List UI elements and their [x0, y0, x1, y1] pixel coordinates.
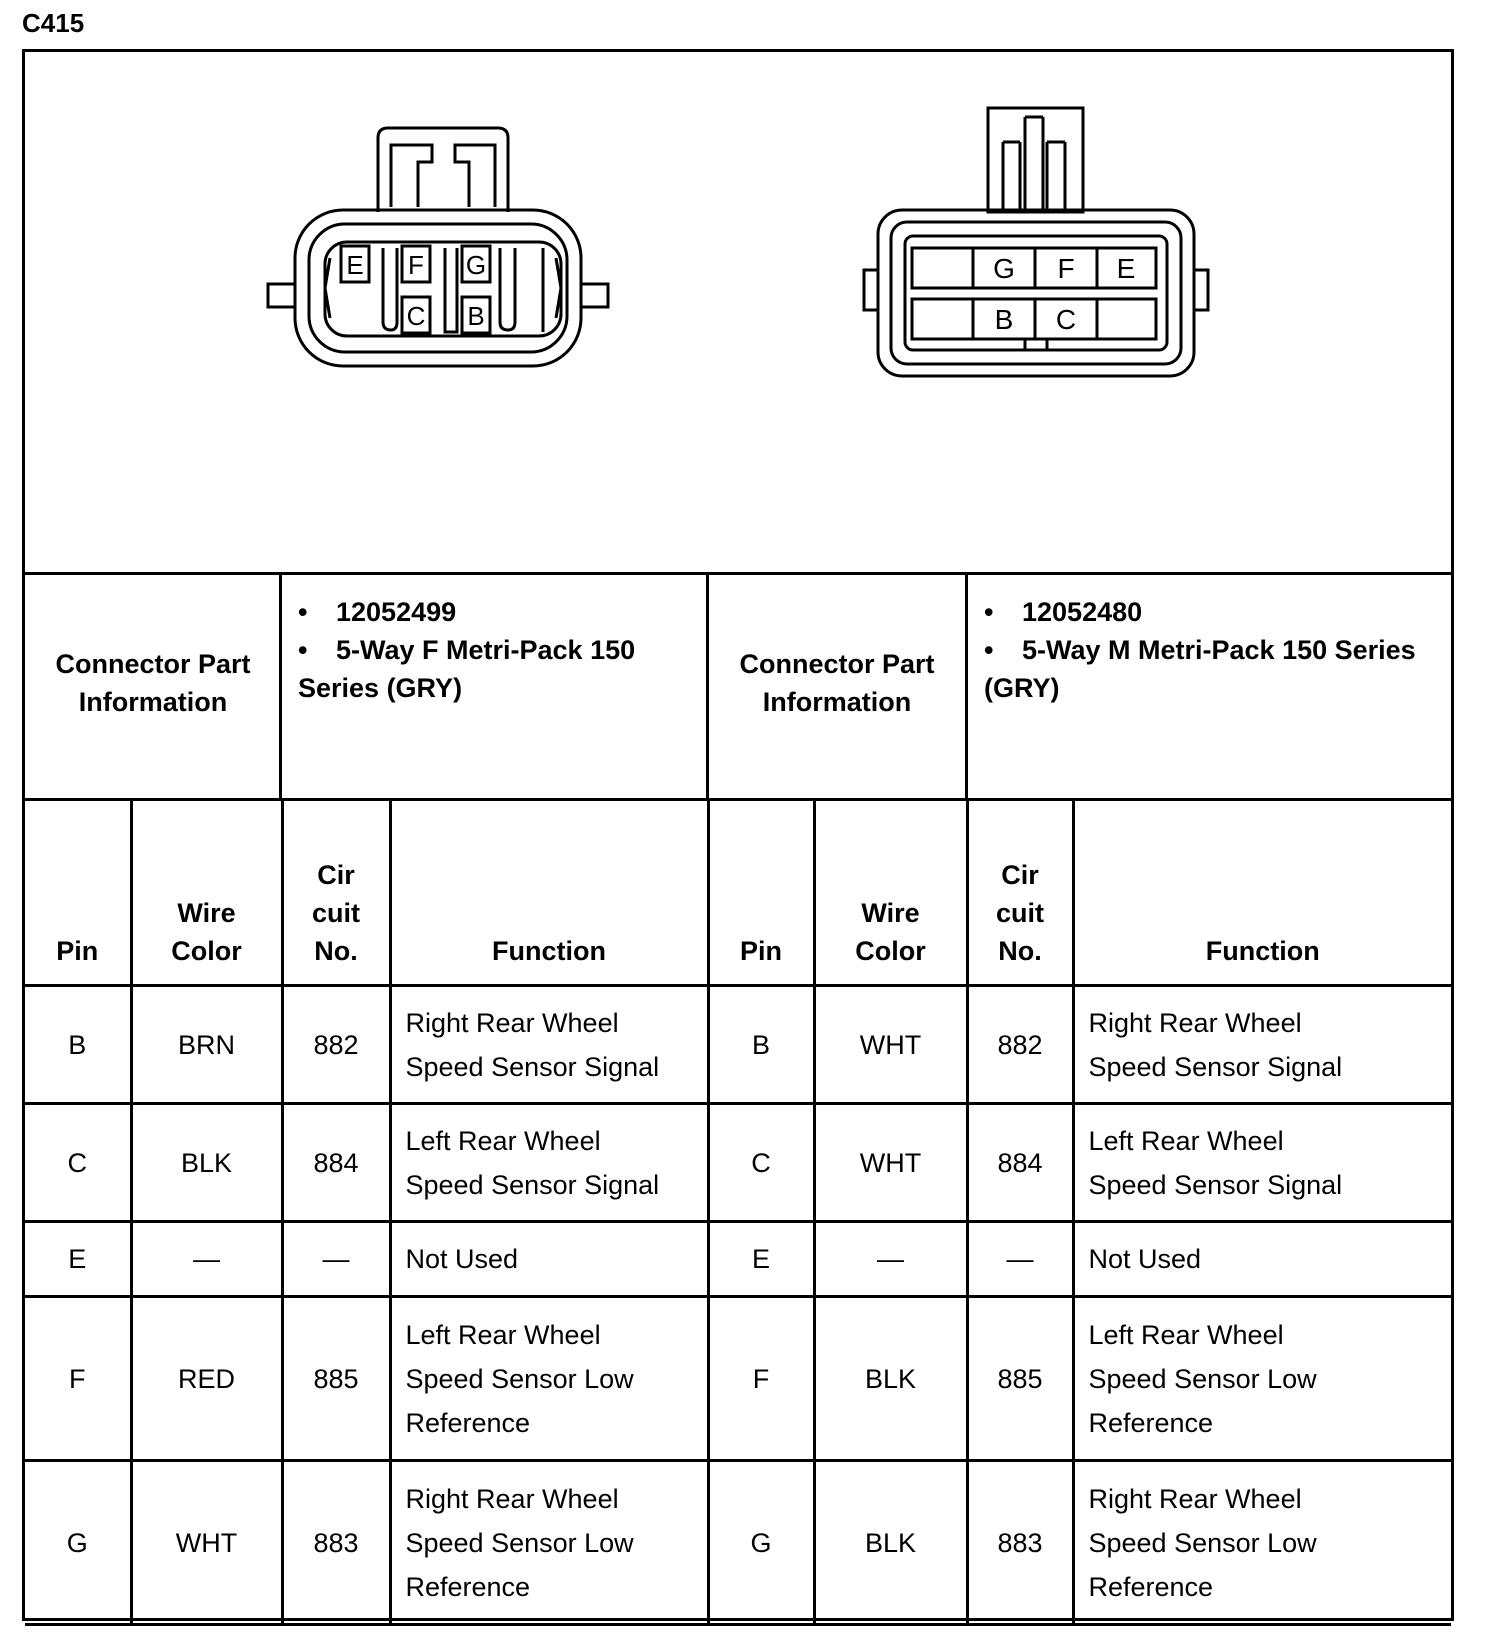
circuit-cell: — — [967, 1222, 1073, 1297]
male-pin-f-label: F — [1057, 253, 1075, 284]
circuit-cell: 884 — [282, 1104, 390, 1222]
circuit-cell: 885 — [282, 1297, 390, 1461]
left-circuit-header: Cir cuit No. — [282, 800, 390, 986]
function-cell: Right Rear Wheel Speed Sensor Signal — [390, 986, 708, 1104]
wire-color-cell: WHT — [814, 986, 967, 1104]
pin-cell: G — [25, 1461, 131, 1625]
function-cell: Not Used — [1073, 1222, 1451, 1297]
male-pin-b-label: B — [994, 304, 1014, 335]
female-pin-c-label: C — [406, 301, 426, 331]
connector-part-info-row — [25, 572, 1451, 798]
pin-cell: C — [25, 1104, 131, 1222]
left-part-number: 12052499 — [336, 597, 457, 627]
pin-cell: F — [708, 1297, 814, 1461]
wire-color-cell: — — [131, 1222, 282, 1297]
table-row — [25, 1222, 1451, 1297]
pin-cell: B — [25, 986, 131, 1104]
connector-info-frame — [22, 49, 1454, 1621]
pin-cell: B — [708, 986, 814, 1104]
right-part-info-heading: Connector Part Information — [739, 649, 935, 717]
female-pin-b-label: B — [467, 301, 485, 331]
circuit-cell: 885 — [967, 1297, 1073, 1461]
circuit-cell: 884 — [967, 1104, 1073, 1222]
circuit-cell: 882 — [967, 986, 1073, 1104]
wire-color-cell: BLK — [131, 1104, 282, 1222]
wire-color-cell: RED — [131, 1297, 282, 1461]
pinout-table — [25, 798, 1451, 1626]
connector-id-title: C415 — [22, 8, 85, 38]
table-row — [25, 1297, 1451, 1461]
male-connector-drawing — [864, 108, 1208, 376]
wire-color-cell: BRN — [131, 986, 282, 1104]
female-connector-drawing — [268, 128, 608, 366]
male-pin-c-label: C — [1055, 304, 1077, 335]
left-part-description: 5-Way F Metri-Pack 150 Series (GRY) — [298, 635, 636, 703]
right-circuit-header: Cir cuit No. — [967, 800, 1073, 986]
pin-cell: G — [708, 1461, 814, 1625]
wire-color-cell: — — [814, 1222, 967, 1297]
pin-cell: E — [708, 1222, 814, 1297]
right-part-number: 12052480 — [1022, 597, 1143, 627]
function-cell: Left Rear Wheel Speed Sensor Signal — [1073, 1104, 1451, 1222]
female-pin-e-label: E — [346, 250, 364, 280]
right-function-header: Function — [1073, 800, 1451, 986]
right-part-info-details: • 12052480 • 5-Way M Metri-Pack 150 Series (GRY) — [968, 575, 1448, 707]
wire-color-cell: BLK — [814, 1297, 967, 1461]
male-pin-e-label: E — [1116, 253, 1136, 284]
left-function-header: Function — [390, 800, 708, 986]
function-cell: Right Rear Wheel Speed Sensor Signal — [1073, 986, 1451, 1104]
wire-color-cell: WHT — [814, 1104, 967, 1222]
left-wire-color-header: Wire Color — [131, 800, 282, 986]
right-pin-header: Pin — [708, 800, 814, 986]
connector-diagram — [25, 52, 1451, 572]
table-row — [25, 1104, 1451, 1222]
circuit-cell: — — [282, 1222, 390, 1297]
circuit-cell: 882 — [282, 986, 390, 1104]
function-cell: Left Rear Wheel Speed Sensor Low Reference — [1073, 1297, 1451, 1461]
right-part-description: 5-Way M Metri-Pack 150 Series (GRY) — [984, 635, 1416, 703]
circuit-cell: 883 — [967, 1461, 1073, 1625]
left-pin-header: Pin — [25, 800, 131, 986]
wire-color-cell: WHT — [131, 1461, 282, 1625]
right-wire-color-header: Wire Color — [814, 800, 967, 986]
function-cell: Left Rear Wheel Speed Sensor Low Reference — [390, 1297, 708, 1461]
left-part-info-details: • 12052499 • 5-Way F Metri-Pack 150 Series (GRY) — [282, 575, 706, 707]
function-cell: Right Rear Wheel Speed Sensor Low Reference — [1073, 1461, 1451, 1625]
pin-cell: E — [25, 1222, 131, 1297]
circuit-cell: 883 — [282, 1461, 390, 1625]
function-cell: Right Rear Wheel Speed Sensor Low Reference — [390, 1461, 708, 1625]
table-header-row — [25, 800, 1451, 986]
function-cell: Not Used — [390, 1222, 708, 1297]
wire-color-cell: BLK — [814, 1461, 967, 1625]
male-pin-g-label: G — [993, 253, 1015, 284]
left-part-info-heading: Connector Part Information — [55, 649, 251, 717]
function-cell: Left Rear Wheel Speed Sensor Signal — [390, 1104, 708, 1222]
table-row — [25, 1461, 1451, 1625]
table-row — [25, 986, 1451, 1104]
pin-cell: C — [708, 1104, 814, 1222]
pin-cell: F — [25, 1297, 131, 1461]
female-pin-f-label: F — [408, 250, 424, 280]
female-pin-g-label: G — [465, 250, 487, 280]
